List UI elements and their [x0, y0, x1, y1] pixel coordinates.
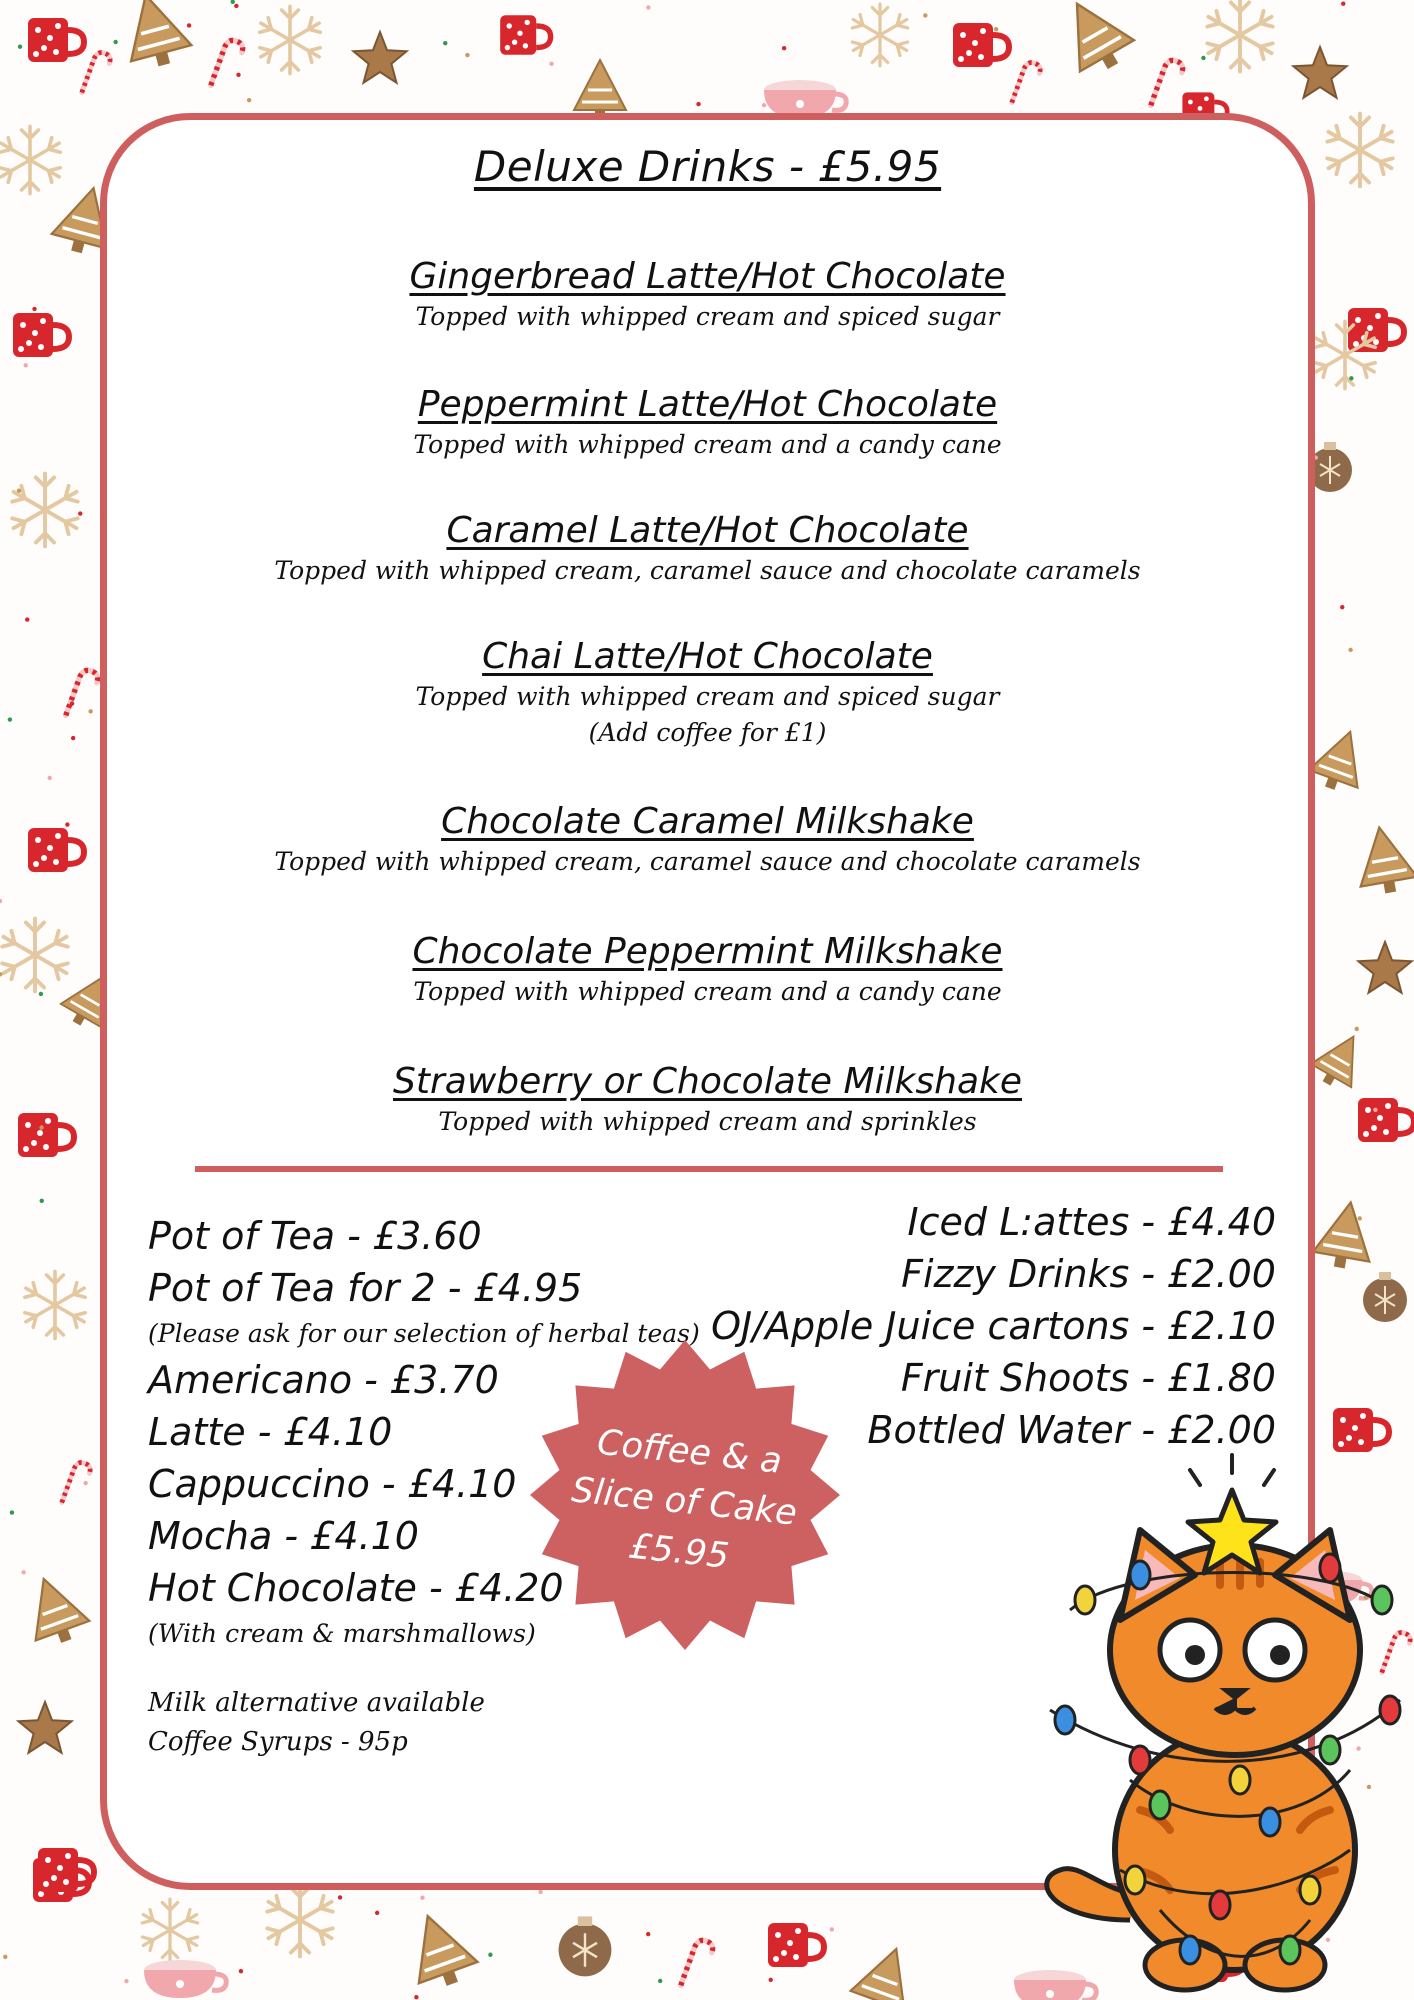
snowflake-icon [1204, 0, 1276, 71]
drink-name: Gingerbread Latte/Hot Chocolate [409, 256, 1006, 297]
confetti-dot [488, 1953, 492, 1957]
confetti-dot [231, 0, 235, 4]
menu-line-iced-lattes: Iced L:attes - £4.40 [907, 1200, 1276, 1244]
confetti-dot [782, 46, 786, 50]
snowflake-icon [1324, 114, 1396, 187]
drink-name: Chocolate Peppermint Milkshake [412, 931, 1003, 972]
confetti-dot [923, 13, 927, 17]
menu-line-americano: Americano - £3.70 [148, 1358, 499, 1402]
milk-alternative-note: Milk alternative available [148, 1688, 485, 1718]
gingerbread-tree-icon [1050, 0, 1140, 82]
confetti-dot [1358, 1216, 1362, 1220]
confetti-dot [10, 1510, 14, 1514]
drink-description: Topped with whipped cream and sprinkles [438, 1107, 977, 1136]
confetti-dot [40, 1199, 44, 1203]
gingerbread-star-icon [1293, 47, 1346, 98]
confetti-dot [236, 73, 240, 77]
menu-line-hot-chocolate: Hot Chocolate - £4.20 [148, 1566, 564, 1610]
drink-description: Topped with whipped cream and a candy cane [413, 977, 1002, 1006]
confetti-dot [3, 1955, 7, 1959]
confetti-dot [32, 307, 36, 311]
confetti-dot [71, 736, 75, 740]
menu-line-fruit-shoots: Fruit Shoots - £1.80 [900, 1356, 1276, 1400]
christmas-mug-icon [1358, 1098, 1414, 1142]
menu-line-pot-of-tea-2: Pot of Tea for 2 - £4.95 [148, 1266, 583, 1310]
hot-chocolate-note: (With cream & marshmallows) [148, 1619, 536, 1648]
snowflake-icon [257, 6, 324, 73]
confetti-dot [769, 1978, 773, 1982]
christmas-mug-icon [18, 1113, 74, 1157]
gingerbread-tree-icon [1306, 1025, 1374, 1095]
confetti-dot [1201, 56, 1205, 60]
confetti-dot [443, 41, 447, 45]
christmas-mug-icon [500, 15, 550, 55]
menu-line-mocha: Mocha - £4.10 [148, 1514, 419, 1558]
coffee-syrups-note: Coffee Syrups - 95p [148, 1727, 408, 1757]
confetti-dot [39, 1125, 43, 1129]
promo-badge [525, 1335, 845, 1655]
confetti-dot [0, 899, 2, 903]
bauble-icon [1363, 1272, 1407, 1322]
confetti-dot [78, 511, 82, 515]
drink-item-gingerbread [107, 255, 1308, 335]
confetti-dot [646, 1932, 650, 1936]
christmas-mug-icon [28, 18, 84, 62]
confetti-dot [239, 1969, 243, 1973]
drink-item-chai [107, 635, 1308, 751]
gingerbread-tree-icon [116, 0, 195, 73]
menu-line-fizzy-drinks: Fizzy Drinks - £2.00 [901, 1252, 1276, 1296]
christmas-mug-icon [1348, 308, 1404, 352]
snowflake-icon [0, 126, 63, 193]
drink-item-caramel [107, 509, 1308, 589]
snowflake-icon [22, 1271, 89, 1338]
confetti-dot [414, 1995, 418, 1999]
confetti-dot [549, 62, 553, 66]
candy-cane-icon [62, 1460, 92, 1508]
menu-line-bottled-water: Bottled Water - £2.00 [867, 1408, 1276, 1452]
confetti-dot [420, 1896, 424, 1900]
confetti-dot [646, 5, 650, 9]
promo-line-1: Coffee & a [595, 1422, 784, 1482]
confetti-dot [830, 1927, 834, 1931]
confetti-dot [113, 40, 117, 44]
confetti-dot [465, 53, 469, 57]
candy-cane-icon [1012, 60, 1042, 108]
confetti-dot [70, 701, 74, 705]
confetti-dot [65, 822, 69, 826]
cocoa-cup-icon [144, 1960, 226, 1998]
cat-with-lights-illustration [1010, 1450, 1410, 2000]
christmas-mug-icon [953, 23, 1009, 67]
section-divider [195, 1166, 1223, 1172]
confetti-dot [1373, 1108, 1377, 1112]
confetti-dot [124, 1979, 128, 1983]
gingerbread-tree-icon [17, 1569, 93, 1651]
gingerbread-tree-icon [1351, 823, 1414, 898]
confetti-dot [88, 709, 92, 713]
drink-name: Strawberry or Chocolate Milkshake [393, 1061, 1022, 1102]
christmas-mug-icon [28, 828, 84, 872]
christmas-mug-icon [768, 1923, 824, 1967]
confetti-dot [696, 102, 700, 106]
snowflake-icon [9, 474, 81, 547]
gingerbread-tree-icon [398, 1906, 481, 1995]
confetti-dot [658, 1979, 662, 1983]
confetti-dot [8, 717, 12, 721]
drink-name: Chocolate Caramel Milkshake [441, 801, 974, 842]
candy-cane-icon [681, 1938, 715, 1992]
gingerbread-star-icon [1358, 942, 1411, 993]
snowflake-icon [0, 919, 71, 992]
confetti-dot [83, 1481, 87, 1485]
confetti-dot [25, 617, 29, 621]
confetti-dot [1341, 1, 1345, 5]
candy-cane-icon [82, 50, 112, 98]
snowflake-icon [849, 4, 910, 66]
snowflake-icon [264, 1884, 336, 1957]
confetti-dot [18, 44, 22, 48]
confetti-dot [338, 1895, 342, 1899]
drink-extra-note: (Add coffee for £1) [588, 718, 827, 747]
drink-item-strawberry-milkshake [107, 1060, 1308, 1140]
drink-item-peppermint [107, 383, 1308, 463]
drink-name: Caramel Latte/Hot Chocolate [446, 510, 969, 551]
confetti-dot [1349, 376, 1353, 380]
drink-name: Chai Latte/Hot Chocolate [482, 636, 933, 677]
drink-description: Topped with whipped cream and spiced sugar [415, 302, 1000, 331]
gingerbread-tree-icon [1311, 1198, 1379, 1273]
confetti-dot [187, 23, 191, 27]
drink-description: Topped with whipped cream, caramel sauce and chocolate caramels [274, 847, 1141, 876]
confetti-dot [21, 1570, 25, 1574]
confetti-dot [762, 103, 766, 107]
gingerbread-star-icon [18, 1702, 71, 1753]
christmas-mug-icon [1333, 1408, 1389, 1452]
confetti-dot [39, 992, 43, 996]
drink-description: Topped with whipped cream, caramel sauce and chocolate caramels [274, 556, 1141, 585]
candy-cane-icon [1151, 58, 1185, 112]
menu-line-juice-cartons: OJ/Apple Juice cartons - £2.10 [711, 1304, 1276, 1348]
gingerbread-star-icon [353, 32, 406, 83]
gingerbread-tree-icon [574, 60, 626, 120]
gingerbread-tree-icon [1305, 723, 1374, 797]
confetti-dot [1355, 1027, 1359, 1031]
confetti-dot [1340, 605, 1344, 609]
menu-title: Deluxe Drinks - £5.95 [473, 142, 942, 191]
promo-line-2: Slice of Cake [569, 1470, 799, 1534]
confetti-dot [538, 1890, 542, 1894]
drink-name: Peppermint Latte/Hot Chocolate [417, 384, 998, 425]
drink-item-choc-caramel-milkshake [107, 800, 1308, 880]
snowflake-icon [139, 1899, 200, 1961]
candy-cane-icon [211, 38, 245, 92]
menu-line-pot-of-tea: Pot of Tea - £3.60 [148, 1214, 482, 1258]
confetti-dot [375, 1911, 379, 1915]
confetti-dot [23, 363, 27, 367]
confetti-dot [1348, 648, 1352, 652]
drink-item-choc-peppermint-milkshake [107, 930, 1308, 1010]
herbal-tea-note: (Please ask for our selection of herbal teas) [148, 1319, 700, 1348]
promo-line-3: £5.95 [627, 1526, 731, 1577]
christmas-mug-icon [13, 313, 69, 357]
confetti-dot [994, 27, 998, 31]
drink-description: Topped with whipped cream and spiced sugar [415, 682, 1000, 711]
gingerbread-tree-icon [847, 1939, 923, 2000]
confetti-dot [234, 4, 238, 8]
confetti-dot [48, 776, 52, 780]
confetti-dot [247, 98, 251, 102]
bauble-icon [559, 1916, 612, 1976]
menu-line-cappuccino: Cappuccino - £4.10 [148, 1462, 517, 1506]
confetti-dot [17, 488, 21, 492]
drink-description: Topped with whipped cream and a candy cane [413, 430, 1002, 459]
candy-cane-icon [66, 668, 100, 722]
menu-line-latte: Latte - £4.10 [148, 1410, 393, 1454]
